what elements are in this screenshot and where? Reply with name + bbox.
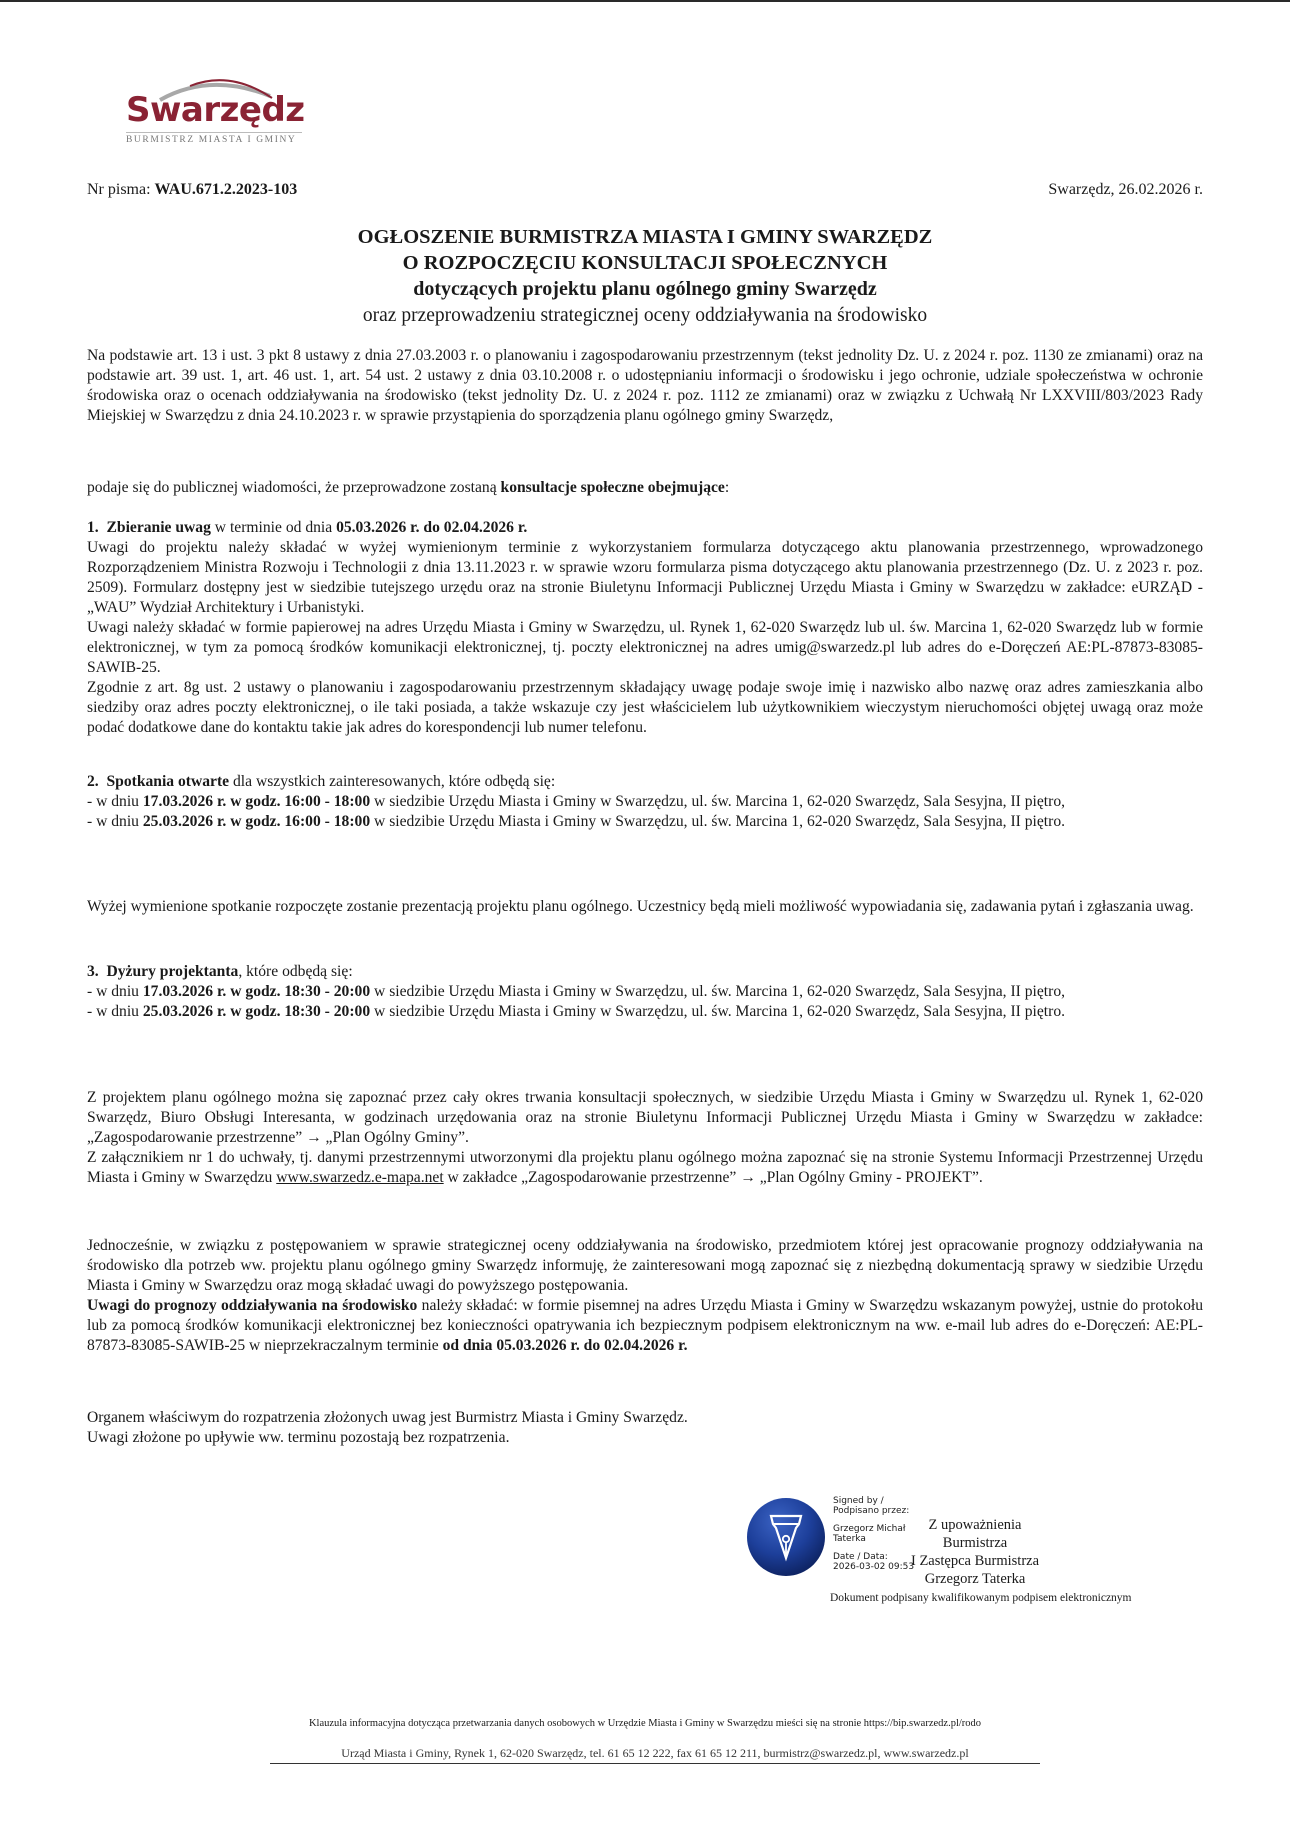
section-3-title: Dyżury projektanta xyxy=(106,963,239,980)
signature-date-label: Date / Data: xyxy=(833,1552,888,1562)
section-1-period: 05.03.2026 r. do 02.04.2026 r. xyxy=(336,519,528,536)
electronic-signature xyxy=(745,1496,1185,1616)
section-open-meetings xyxy=(87,772,1203,832)
section-2-heading xyxy=(87,772,1203,792)
logo-subtitle: BURMISTRZ MIASTA I GMINY xyxy=(126,135,297,145)
section-2-number: 2. xyxy=(87,773,99,790)
signer-name-line-2: Taterka xyxy=(833,1534,866,1544)
signer-name-line-1: Grzegorz Michał xyxy=(833,1524,906,1534)
duty-item xyxy=(87,982,1203,1002)
e-mapa-link[interactable]: www.swarzedz.e-mapa.net xyxy=(276,1169,444,1186)
duty-datetime: 17.03.2026 r. w godz. 18:30 - 20:00 xyxy=(142,983,371,1000)
section-1-paragraph-2: Uwagi należy składać w formie papierowej na adres Urzędu Miasta i Gminy w Swarzędzu, ul. Rynek 1, 62-020 Swarzędz lub ul. św. Marcina 1, 62-020 Swarzędz lub w formie elektronicznej, w tym za pomocą środków komunikacji elektronicznej, tj. poczty elektronicznej na adres umig@swarzedz.pl lub adres do e-Doręczeń AE:PL-87873-83085-SAWIB-25. xyxy=(87,619,1203,676)
environment-text: należy składać: w formie pisemnej na adres Urzędu Miasta i Gminy w Swarzędzu wskazanym powyżej, ustnie do protokołu lub za pomocą środków komunikacji elektronicznej bez konieczności opatrywania ich bezpiecznym podpisem elektronicznym na ww. e-mail lub adres do e-Doręczeń: AE:PL-87873-83085-SAWIB-25 w nieprzekraczalnym terminie xyxy=(87,1297,1203,1354)
signatory-role xyxy=(895,1516,1055,1588)
intro-paragraph xyxy=(87,478,1203,498)
section-3-number: 3. xyxy=(87,963,99,980)
title-line-1: OGŁOSZENIE BURMISTRZA MIASTA I GMINY SWARZĘDZ xyxy=(357,226,933,248)
meeting-location: w siedzibie Urzędu Miasta i Gminy w Swarzędzu, ul. św. Marcina 1, 62-020 Swarzędz, Sala Sesyjna, II piętro. xyxy=(370,813,1066,830)
role-line-3: Grzegorz Taterka xyxy=(924,1571,1026,1587)
meeting-item xyxy=(87,812,1203,832)
section-1-heading xyxy=(87,518,1203,538)
duty-location: w siedzibie Urzędu Miasta i Gminy w Swarzędzu, ul. św. Marcina 1, 62-020 Swarzędz, Sala Sesyjna, II piętro. xyxy=(370,1003,1066,1020)
meeting-prefix: - w dniu xyxy=(87,793,143,810)
meeting-datetime: 25.03.2026 r. w godz. 16:00 - 18:00 xyxy=(142,813,371,830)
intro-end: : xyxy=(724,479,730,496)
title-line-4: oraz przeprowadzeniu strategicznej oceny oddziaływania na środowisko xyxy=(362,305,928,326)
section-1-title: Zbieranie uwag xyxy=(106,519,211,536)
section-2-heading-rest: dla wszystkich zainteresowanych, które odbędą się: xyxy=(229,773,556,790)
reference-label: Nr pisma: xyxy=(87,181,151,198)
signed-by xyxy=(833,1496,909,1516)
document-title xyxy=(87,224,1203,329)
logo xyxy=(120,74,310,154)
meetings-note-text: Wyżej wymienione spotkanie rozpoczęte zostanie prezentacją projektu planu ogólnego. Uczestnicy będą mieli możliwość wypowiadania się, zadawania pytań i zgłaszania uwag. xyxy=(87,898,1194,915)
section-3-heading-rest: , które odbędą się: xyxy=(238,963,353,980)
meeting-item xyxy=(87,792,1203,812)
section-1-number: 1. xyxy=(87,519,99,536)
rodo-clause: Klauzula informacyjna dotycząca przetwarzania danych osobowych w Urzędzie Miasta i Gminy w Swarzędzu mieści się na stronie https://bip.swarzedz.pl/rodo xyxy=(308,1718,982,1729)
duty-location: w siedzibie Urzędu Miasta i Gminy w Swarzędzu, ul. św. Marcina 1, 62-020 Swarzędz, Sala Sesyjna, II piętro, xyxy=(370,983,1066,1000)
legal-basis-text: Na podstawie art. 13 i ust. 3 pkt 8 ustawy z dnia 27.03.2003 r. o planowaniu i zagospodarowaniu przestrzennym (tekst jednolity Dz. U. z 2024 r. poz. 1130 ze zmianami) oraz na podstawie art. 39 ust. 1, art. 46 ust. 1, art. 54 ust. 2 ustawy z dnia 03.10.2008 r. o udostępnianiu informacji o środowisku i jego ochronie, udziale społeczeństwa w ochronie środowiska oraz o ocenach oddziaływania na środowisko (tekst jednolity Dz. U. z 2024 r. poz. 1112 ze zmianami) oraz w związku z Uchwałą Nr LXXVIII/803/2023 Rady Miejskiej w Swarzędzu z dnia 24.10.2023 r. w sprawie przystąpienia do sporządzenia planu ogólnego gminy Swarzędz, xyxy=(87,347,1203,424)
logo-divider xyxy=(126,132,302,133)
meetings-note xyxy=(87,897,1203,917)
access-paragraph-2-end: w zakładce „Zagospodarowanie przestrzenne” → „Plan Ogólny Gminy - PROJEKT”. xyxy=(443,1169,983,1186)
environment-bold-lead: Uwagi do prognozy oddziaływania na środowisko xyxy=(87,1297,418,1314)
section-1-heading-rest: w terminie od dnia xyxy=(210,519,337,536)
place-date: Swarzędz, 26.02.2026 r. xyxy=(1048,181,1203,198)
title-line-3: dotyczących projektu planu ogólnego gminy Swarzędz xyxy=(413,278,877,300)
section-designer-hours xyxy=(87,962,1203,1022)
signature-date-value: 2026-03-02 09:53 xyxy=(833,1562,915,1572)
top-border xyxy=(0,0,1290,2)
office-contact: Urząd Miasta i Gminy, Rynek 1, 62-020 Swarzędz, tel. 61 65 12 222, fax 61 65 12 211, burmistrz@swarzedz.pl, www.swarzedz.pl xyxy=(270,1746,1040,1764)
closing-line-1: Organem właściwym do rozpatrzenia złożonych uwag jest Burmistrz Miasta i Gminy Swarzędz. xyxy=(87,1409,688,1426)
duty-prefix: - w dniu xyxy=(87,1003,143,1020)
closing xyxy=(87,1408,1203,1448)
reference-number xyxy=(87,181,297,199)
environment-deadline: od dnia 05.03.2026 r. do 02.04.2026 r. xyxy=(442,1337,688,1354)
signed-by-label-pl: Podpisano przez: xyxy=(833,1506,910,1516)
section-1-paragraph-3: Zgodnie z art. 8g ust. 2 ustawy o planowaniu i zagospodarowaniu przestrzennym składający uwagę podaje swoje imię i nazwisko albo nazwę oraz adres zamieszkania albo siedziby oraz adres poczty elektronicznej, o ile taki posiada, a także wskazuje czy jest właścicielem lub użytkownikiem wieczystym nieruchomości objętej uwagą oraz może podać dodatkowe dane do kontaktu takie jak adres do korespondencji lub numer telefonu. xyxy=(87,679,1203,736)
environment-paragraph-1: Jednocześnie, w związku z postępowaniem w sprawie strategicznej oceny oddziaływania na środowisko, przedmiotem której jest opracowanie prognozy oddziaływania na środowisko dla potrzeb ww. projektu planu ogólnego gminy Swarzędz informuję, że zainteresowani mogą zapoznać się z niezbędną dokumentacją sprawy w siedzibie Urzędu Miasta i Gminy w Swarzędzu oraz mogą składać uwagi do powyższego postępowania. xyxy=(87,1237,1203,1294)
duty-item xyxy=(87,1002,1203,1022)
logo-wordmark: Swarzędz xyxy=(126,90,305,130)
signature-note: Dokument podpisany kwalifikowanym podpisem elektronicznym xyxy=(830,1592,1132,1604)
intro-text: podaje się do publicznej wiadomości, że przeprowadzone zostaną xyxy=(87,479,501,496)
access-paragraphs xyxy=(87,1088,1203,1188)
meeting-prefix: - w dniu xyxy=(87,813,143,830)
title-line-2: O ROZPOCZĘCIU KONSULTACJI SPOŁECZNYCH xyxy=(402,252,888,274)
access-paragraph-2-start: Z załącznikiem nr 1 do uchwały, tj. danymi przestrzennymi utworzonymi dla projektu planu ogólnego można zapoznać się na stronie Systemu Informacji Przestrzennej Urzędu Miasta i Gminy w Swarzędzu xyxy=(87,1149,1203,1186)
duty-prefix: - w dniu xyxy=(87,983,143,1000)
reference-value: WAU.671.2.2023-103 xyxy=(154,181,298,198)
access-paragraph-1: Z projektem planu ogólnego można się zapoznać przez cały okres trwania konsultacji społecznych, w siedzibie Urzędu Miasta i Gminy w Swarzędzu ul. Rynek 1, 62-020 Swarzędz, Biuro Obsługi Interesanta, w godzinach urzędowania oraz na stronie Biuletynu Informacji Publicznej Urzędu Miasta i Gminy w Swarzędzu w zakładce: „Zagospodarowanie przestrzenne” → „Plan Ogólny Gminy”. xyxy=(87,1089,1203,1146)
section-2-title: Spotkania otwarte xyxy=(106,773,230,790)
fountain-pen-nib-icon xyxy=(745,1496,827,1578)
environment-assessment xyxy=(87,1236,1203,1356)
role-line-1: Z upoważnienia Burmistrza xyxy=(928,1517,1022,1551)
environment-paragraph-2 xyxy=(87,1296,1203,1356)
section-comments-collection xyxy=(87,518,1203,738)
section-3-heading xyxy=(87,962,1203,982)
meeting-location: w siedzibie Urzędu Miasta i Gminy w Swarzędzu, ul. św. Marcina 1, 62-020 Swarzędz, Sala Sesyjna, II piętro, xyxy=(370,793,1066,810)
duty-datetime: 25.03.2026 r. w godz. 18:30 - 20:00 xyxy=(142,1003,371,1020)
access-paragraph-2 xyxy=(87,1148,1203,1188)
signed-by-label-en: Signed by / xyxy=(833,1496,884,1506)
meeting-datetime: 17.03.2026 r. w godz. 16:00 - 18:00 xyxy=(142,793,371,810)
legal-basis-paragraph xyxy=(87,346,1203,426)
section-1-paragraph-1: Uwagi do projektu należy składać w wyżej wymienionym terminie z wykorzystaniem formularza dotyczącego aktu planowania przestrzennego, wprowadzonego Rozporządzeniem Ministra Rozwoju i Technologii z dnia 13.11.2023 r. w sprawie wzoru formularza pisma dotyczącego aktu planowania przestrzennego (Dz. U. z 2023 r. poz. 2509). Formularz dostępny jest w siedzibie tutejszego urzędu oraz na stronie Biuletynu Informacji Publicznej Urzędu Miasta i Gminy w Swarzędzu w zakładce: eURZĄD - „WAU” Wydział Architektury i Urbanistyki. xyxy=(87,539,1203,616)
role-line-2: I Zastępca Burmistrza xyxy=(910,1553,1040,1569)
closing-line-2: Uwagi złożone po upływie ww. terminu pozostają bez rozpatrzenia. xyxy=(87,1429,510,1446)
intro-bold: konsultacje społeczne obejmujące xyxy=(500,479,725,496)
